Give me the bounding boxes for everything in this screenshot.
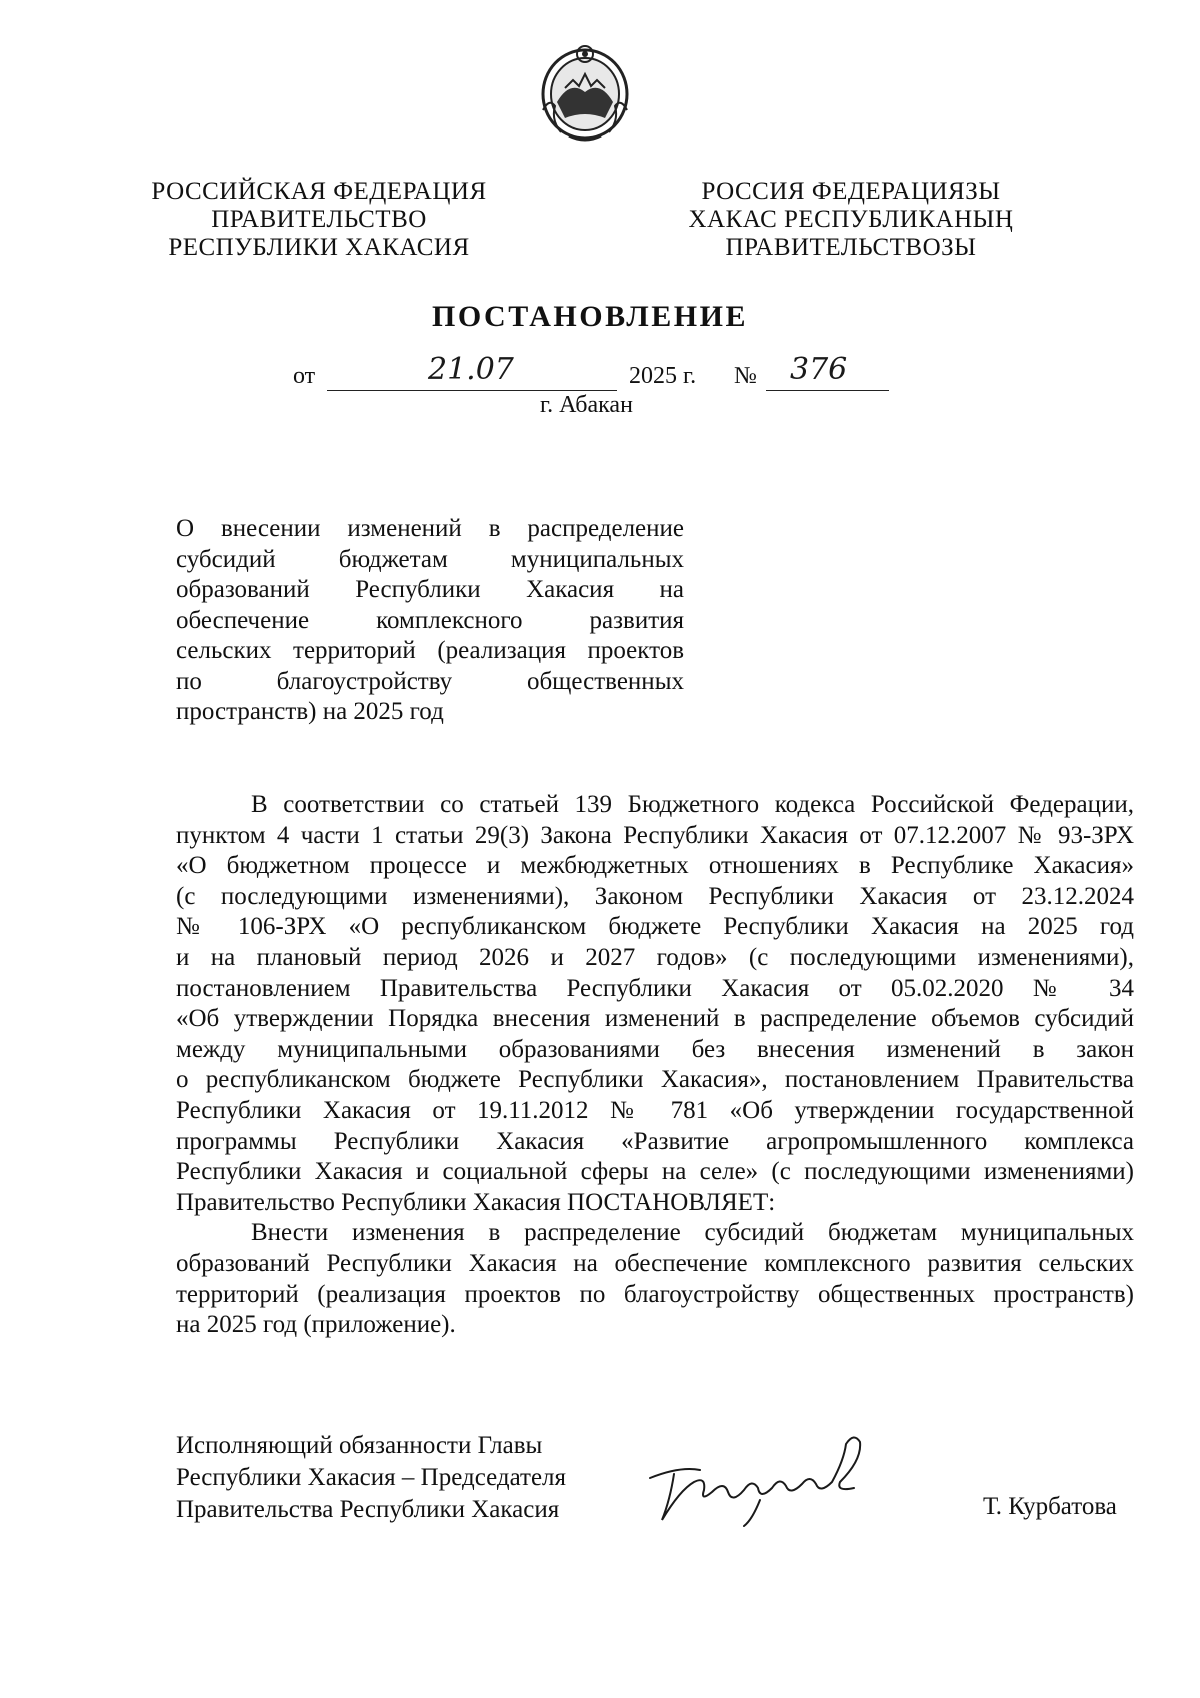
- header-left-line: РОССИЙСКАЯ ФЕДЕРАЦИЯ: [151, 178, 487, 205]
- body-line: «О бюджетном процессе и межбюджетных отношениях в Республике Хакасия»: [176, 852, 1134, 880]
- body-line: (с последующими изменениями), Законом Республики Хакасия от 23.12.2024: [176, 882, 1134, 910]
- header-left-line: ПРАВИТЕЛЬСТВО: [211, 206, 427, 233]
- handwritten-number: 376: [790, 352, 848, 387]
- year-label: 2025 г.: [629, 363, 697, 389]
- position-line: Правительства Республики Хакасия: [176, 1496, 560, 1523]
- body-line: «Об утверждении Порядка внесения изменений в распределение объемов субсидий: [176, 1005, 1134, 1033]
- header-left-line: РЕСПУБЛИКИ ХАКАСИЯ: [168, 234, 470, 261]
- body-line: пунктом 4 части 1 статьи 29(3) Закона Республики Хакасия от 07.12.2007 № 93-ЗРХ: [176, 821, 1134, 849]
- body-line: Республики Хакасия и социальной сферы на селе» (с последующими изменениями): [176, 1158, 1134, 1186]
- body-line: территорий (реализация проектов по благоустройству общественных пространств): [176, 1280, 1134, 1308]
- city-label: г. Абакан: [540, 392, 633, 418]
- coat-of-arms-icon: [535, 40, 635, 144]
- subject-line: пространств) на 2025 год: [176, 698, 444, 725]
- subject-line: субсидий бюджетам муниципальных: [176, 545, 684, 573]
- body-line: программы Республики Хакасия «Развитие агропромышленного комплекса: [176, 1127, 1134, 1155]
- body-line: Правительство Республики Хакасия ПОСТАНОВЛЯЕТ:: [176, 1188, 776, 1216]
- header-right-line: ХАКАС РЕСПУБЛИКАНЫҢ: [688, 206, 1014, 233]
- handwritten-date: 21.07: [428, 352, 514, 387]
- body-line: В соответствии со статьей 139 Бюджетного кодекса Российской Федерации,: [251, 791, 1134, 818]
- subject-line: образований Республики Хакасия на: [176, 576, 684, 603]
- document-title: ПОСТАНОВЛЕНИЕ: [432, 300, 748, 333]
- body-line: Внести изменения в распределение субсидий бюджетам муниципальных: [251, 1219, 1134, 1247]
- body-line: на 2025 год (приложение).: [176, 1311, 456, 1339]
- body-line: Республики Хакасия от 19.11.2012 № 781 «Об утверждении государственной: [176, 1096, 1134, 1124]
- body-line: о республиканском бюджете Республики Хакасия», постановлением Правительства: [176, 1066, 1134, 1094]
- handwritten-signature: [640, 1430, 880, 1530]
- header-left-block: [150, 178, 488, 262]
- subject-line: О внесении изменений в распределение: [176, 515, 684, 542]
- body-line: образований Республики Хакасия на обеспечение комплексного развития сельских: [176, 1249, 1134, 1277]
- subject-line: сельских территорий (реализация проектов: [176, 637, 684, 664]
- subject-line: по благоустройству общественных: [176, 667, 684, 695]
- body-line: между муниципальными образованиями без внесения изменений в закон: [176, 1035, 1134, 1063]
- number-underline: [766, 390, 889, 391]
- header-right-block: [686, 178, 1016, 262]
- subject-line: обеспечение комплексного развития: [176, 606, 684, 634]
- subject-block: [176, 514, 684, 728]
- signatory-position: [176, 1430, 566, 1526]
- body-line: № 106-ЗРХ «О республиканском бюджете Республики Хакасия на 2025 год: [176, 913, 1134, 941]
- body-line: постановлением Правительства Республики Хакасия от 05.02.2020 № 34: [176, 974, 1134, 1002]
- position-line: Исполняющий обязанности Главы: [176, 1432, 543, 1459]
- header-right-line: ПРАВИТЕЛЬСТВОЗЫ: [725, 234, 977, 261]
- body-line: и на плановый период 2026 и 2027 годов» (с последующими изменениями),: [176, 943, 1134, 971]
- position-line: Республики Хакасия – Председателя: [176, 1464, 567, 1491]
- signatory-name: Т. Курбатова: [983, 1493, 1117, 1520]
- date-underline: [327, 390, 617, 391]
- header-right-line: РОССИЯ ФЕДЕРАЦИЯЗЫ: [701, 178, 1001, 205]
- body-text: [176, 790, 1134, 1341]
- date-prefix-label: от: [293, 363, 316, 389]
- number-label: №: [734, 363, 757, 389]
